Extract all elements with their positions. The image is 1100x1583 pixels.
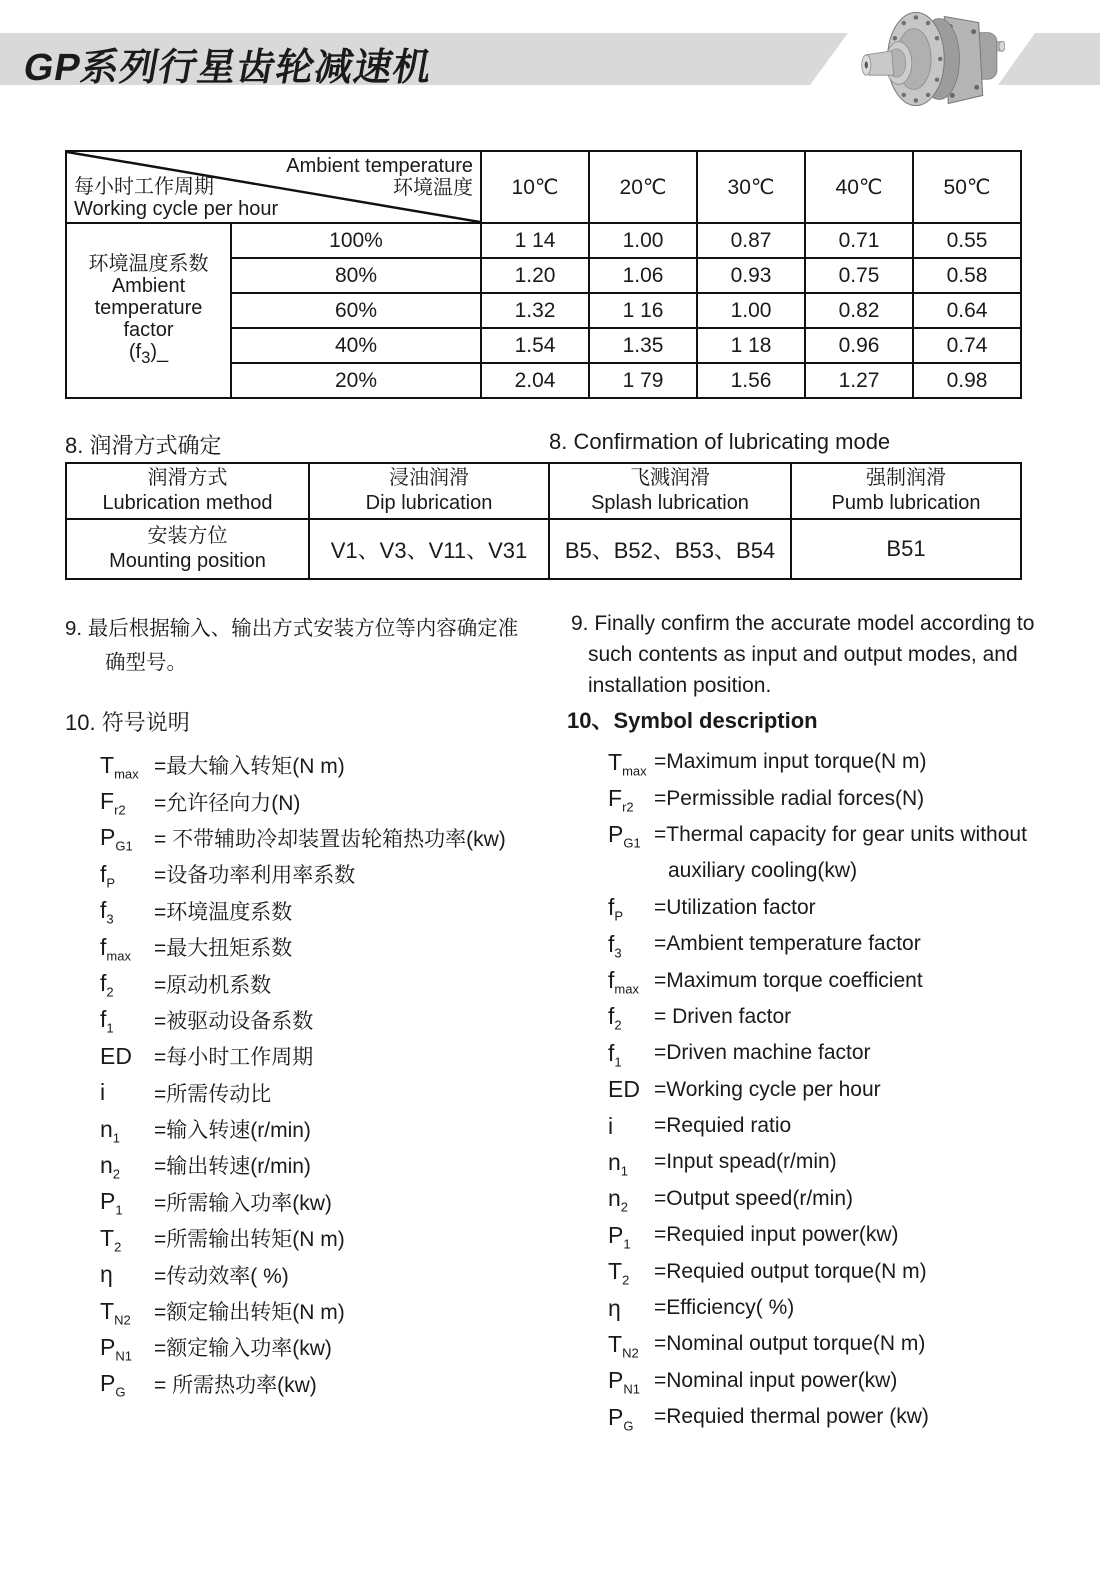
table-corner-cell bbox=[67, 152, 482, 224]
symbol-description: =设备功率利用率系数 bbox=[154, 864, 356, 888]
symbol-description: =Input spead(r/min) bbox=[654, 1150, 837, 1174]
symbol-description: =额定输入功率(kw) bbox=[154, 1337, 332, 1361]
factor-value: 0.55 bbox=[914, 224, 1022, 259]
factor-value: 2.04 bbox=[482, 364, 590, 399]
symbol-description: =Permissible radial forces(N) bbox=[654, 786, 925, 810]
section10-heading-en: 10、Symbol description bbox=[567, 708, 818, 733]
symbol-description: =所需输出转矩(N m) bbox=[154, 1228, 345, 1252]
symbol-row bbox=[100, 820, 506, 856]
corner-label-en: Ambient temperature bbox=[286, 155, 473, 177]
symbol: $n_1$ bbox=[608, 1148, 629, 1179]
symbol-row bbox=[100, 1111, 506, 1147]
symbol-list-en bbox=[608, 744, 1027, 1435]
symbol-description: = 所需热功率(kw) bbox=[154, 1373, 317, 1397]
lubrication-table bbox=[65, 462, 1022, 580]
factor-value: 1.00 bbox=[698, 294, 806, 329]
working-cycle-percent: 100% bbox=[232, 224, 482, 259]
symbol: $P_1$ bbox=[608, 1221, 631, 1252]
symbol-row bbox=[100, 1184, 506, 1220]
factor-value: 0.87 bbox=[698, 224, 806, 259]
symbol-description: =输出转速(r/min) bbox=[154, 1155, 311, 1179]
row-label-en1: Ambient bbox=[111, 274, 186, 297]
factor-value: 0.96 bbox=[806, 329, 914, 364]
symbol: $n_1$ bbox=[100, 1115, 121, 1146]
temp-column-header: 50℃ bbox=[914, 152, 1022, 224]
symbol-description: =额定输出转矩(N m) bbox=[154, 1301, 345, 1325]
symbol: $T_{N2}$ bbox=[100, 1297, 131, 1328]
symbol: $f_{max}$ bbox=[608, 967, 639, 997]
symbol: $P_G$ bbox=[608, 1403, 634, 1434]
symbol-description: =Thermal capacity for gear units without bbox=[654, 822, 1027, 846]
symbol-description: =允许径向力(N) bbox=[154, 791, 301, 815]
working-cycle-percent: 40% bbox=[232, 329, 482, 364]
working-cycle-percent: 80% bbox=[232, 259, 482, 294]
symbol-row bbox=[100, 929, 506, 965]
symbol-description: =Maximum input torque(N m) bbox=[654, 750, 927, 774]
symbol-row bbox=[608, 780, 1027, 816]
symbol: $T_2$ bbox=[100, 1224, 122, 1255]
symbol: $P_{G1}$ bbox=[608, 821, 641, 852]
symbol: $T_2$ bbox=[608, 1258, 630, 1288]
symbol-row bbox=[100, 1256, 506, 1292]
symbol-description: =所需输入功率(kw) bbox=[154, 1191, 332, 1215]
symbol: $P_1$ bbox=[100, 1188, 123, 1218]
symbol: $n_2$ bbox=[608, 1185, 629, 1215]
planetary-gear-reducer-photo bbox=[843, 4, 1005, 118]
factor-value: 1.35 bbox=[590, 329, 698, 364]
symbol: ED bbox=[608, 1076, 640, 1103]
corner-label-cn2: 每小时工作周期 bbox=[74, 176, 214, 198]
lub-header-dip: 浸油润滑 Dip lubrication bbox=[310, 464, 550, 520]
factor-value: 1 14 bbox=[482, 224, 590, 259]
symbol-row bbox=[608, 1181, 1027, 1217]
lub-value-pump: B51 bbox=[792, 520, 1022, 580]
row-label-f3: $(f_3)\_$ bbox=[128, 340, 169, 367]
symbol-row bbox=[608, 1253, 1027, 1289]
symbol-row bbox=[608, 1144, 1027, 1180]
lub-value-dip: V1、V3、V11、V31 bbox=[310, 520, 550, 580]
section9-paragraph-en bbox=[571, 608, 1034, 701]
symbol-row bbox=[608, 890, 1027, 926]
symbol-row bbox=[100, 1366, 506, 1402]
symbol-row bbox=[100, 747, 506, 783]
symbol: $f_P$ bbox=[608, 894, 624, 924]
section9-cn-line2: 确型号。 bbox=[105, 651, 187, 674]
symbol-description: =最大输入转矩(N m) bbox=[154, 755, 345, 779]
symbol-description: auxiliary cooling(kw) bbox=[668, 859, 858, 883]
symbol-description: =Maximum torque coefficient bbox=[654, 968, 923, 992]
symbol-description: = Driven factor bbox=[654, 1004, 792, 1028]
row-group-label bbox=[67, 224, 232, 399]
row-label-en2: temperature bbox=[94, 296, 203, 319]
symbol-row bbox=[100, 856, 506, 892]
symbol-description: =最大扭矩系数 bbox=[154, 937, 293, 961]
symbol-row bbox=[100, 1329, 506, 1365]
lub-value-splash: B5、B52、B53、B54 bbox=[550, 520, 792, 580]
symbol-row bbox=[100, 1293, 506, 1329]
symbol-description: =Requied output torque(N m) bbox=[654, 1259, 927, 1283]
factor-value: 1.06 bbox=[590, 259, 698, 294]
symbol-row bbox=[608, 926, 1027, 962]
symbol: η bbox=[608, 1294, 621, 1321]
factor-value: 1 16 bbox=[590, 294, 698, 329]
symbol-row bbox=[100, 1002, 506, 1038]
corner-top-right bbox=[286, 155, 473, 199]
symbol-row bbox=[100, 1075, 506, 1111]
symbol-description: =每小时工作周期 bbox=[154, 1046, 314, 1070]
factor-value: 1.32 bbox=[482, 294, 590, 329]
symbol-row bbox=[100, 783, 506, 819]
symbol-description: =传动效率( %) bbox=[154, 1264, 289, 1288]
corner-label-en2: Working cycle per hour bbox=[74, 198, 279, 220]
row-label-en3: factor bbox=[123, 318, 174, 341]
symbol-row bbox=[608, 1072, 1027, 1108]
factor-value: 1.54 bbox=[482, 329, 590, 364]
section8-heading-en: 8. Confirmation of lubricating mode bbox=[549, 429, 891, 454]
symbol-row bbox=[608, 1399, 1027, 1435]
symbol-description: =Driven machine factor bbox=[654, 1041, 871, 1065]
symbol: i bbox=[100, 1079, 106, 1106]
symbol-description: =所需传动比 bbox=[154, 1082, 272, 1106]
symbol-row bbox=[608, 853, 1027, 889]
factor-value: 1 79 bbox=[590, 364, 698, 399]
lub-header-method: 润滑方式 Lubrication method bbox=[67, 464, 310, 520]
factor-value: 0.58 bbox=[914, 259, 1022, 294]
factor-value: 0.98 bbox=[914, 364, 1022, 399]
factor-value: 1.00 bbox=[590, 224, 698, 259]
symbol-row bbox=[608, 1326, 1027, 1362]
symbol: $F_{r2}$ bbox=[100, 788, 126, 818]
symbol: $P_{N1}$ bbox=[100, 1333, 132, 1364]
temp-column-header: 30℃ bbox=[698, 152, 806, 224]
factor-value: 0.93 bbox=[698, 259, 806, 294]
symbol: $T_{N2}$ bbox=[608, 1330, 639, 1361]
section9-en-line1: 9. Finally confirm the accurate model according to bbox=[571, 612, 1035, 635]
symbol: $f_P$ bbox=[100, 860, 116, 891]
factor-value: 0.64 bbox=[914, 294, 1022, 329]
symbol-row bbox=[608, 962, 1027, 998]
symbol-description: =Requied thermal power (kw) bbox=[654, 1405, 929, 1429]
ambient-temperature-factor-table bbox=[65, 150, 1022, 399]
section8-heading-cn: 8. 润滑方式确定 bbox=[65, 433, 222, 458]
symbol-description: =Nominal input power(kw) bbox=[654, 1368, 898, 1392]
corner-bottom-left bbox=[74, 176, 278, 220]
lub-header-splash: 飞溅润滑 Splash lubrication bbox=[550, 464, 792, 520]
temp-column-header: 10℃ bbox=[482, 152, 590, 224]
symbol: ED bbox=[100, 1042, 132, 1069]
symbol-row bbox=[100, 893, 506, 929]
symbol-description: =原动机系数 bbox=[154, 973, 272, 997]
section9-en-line2: such contents as input and output modes, and bbox=[588, 643, 1018, 666]
section9-cn-line1: 9. 最后根据输入、输出方式安装方位等内容确定准 bbox=[65, 617, 519, 640]
symbol: $T_{max}$ bbox=[100, 751, 139, 782]
temp-column-header: 20℃ bbox=[590, 152, 698, 224]
symbol: $f_{max}$ bbox=[100, 933, 131, 964]
factor-value: 1.27 bbox=[806, 364, 914, 399]
symbol-description: =Utilization factor bbox=[654, 895, 816, 919]
symbol: $P_G$ bbox=[100, 1370, 126, 1400]
symbol-row bbox=[100, 965, 506, 1001]
symbol: $f_3$ bbox=[100, 897, 114, 927]
symbol: $P_{N1}$ bbox=[608, 1367, 640, 1397]
symbol-description: =Output speed(r/min) bbox=[654, 1186, 854, 1210]
symbol-description: =环境温度系数 bbox=[154, 900, 293, 924]
symbol-description: =输入转速(r/min) bbox=[154, 1119, 311, 1143]
symbol-row bbox=[608, 744, 1027, 780]
symbol: i bbox=[608, 1112, 614, 1139]
factor-value: 0.82 bbox=[806, 294, 914, 329]
symbol-row bbox=[100, 1147, 506, 1183]
symbol-description: =Ambient temperature factor bbox=[654, 932, 921, 956]
symbol: $f_1$ bbox=[608, 1039, 622, 1070]
symbol-row bbox=[608, 1035, 1027, 1071]
factor-value: 0.71 bbox=[806, 224, 914, 259]
symbol: η bbox=[100, 1261, 113, 1288]
symbol-list-cn bbox=[100, 747, 506, 1402]
symbol-description: =被驱动设备系数 bbox=[154, 1009, 314, 1033]
symbol-row bbox=[100, 1220, 506, 1256]
symbol: $P_{G1}$ bbox=[100, 824, 133, 855]
working-cycle-percent: 60% bbox=[232, 294, 482, 329]
symbol: $F_{r2}$ bbox=[608, 785, 634, 815]
factor-value: 0.75 bbox=[806, 259, 914, 294]
symbol-description: =Working cycle per hour bbox=[654, 1077, 881, 1101]
factor-value: 0.74 bbox=[914, 329, 1022, 364]
symbol-description: =Requied input power(kw) bbox=[654, 1223, 899, 1247]
symbol: $f_2$ bbox=[608, 1003, 622, 1034]
lub-header-pump: 强制润滑 Pumb lubrication bbox=[792, 464, 1022, 520]
symbol-description: =Nominal output torque(N m) bbox=[654, 1332, 926, 1356]
factor-value: 1.20 bbox=[482, 259, 590, 294]
symbol-description: = 不带辅助冷却装置齿轮箱热功率(kw) bbox=[154, 827, 506, 851]
symbol: $f_3$ bbox=[608, 930, 622, 961]
page-title: GP系列行星齿轮减速机 bbox=[20, 47, 436, 89]
symbol-row bbox=[608, 1108, 1027, 1144]
factor-value: 1.56 bbox=[698, 364, 806, 399]
symbol-description: =Efficiency( %) bbox=[654, 1296, 795, 1320]
section9-paragraph-cn bbox=[65, 612, 518, 680]
symbol-row bbox=[608, 999, 1027, 1035]
symbol-row bbox=[608, 1217, 1027, 1253]
symbol-row bbox=[608, 817, 1027, 853]
temp-column-header: 40℃ bbox=[806, 152, 914, 224]
symbol-description: =Requied ratio bbox=[654, 1114, 792, 1138]
symbol: $n_2$ bbox=[100, 1151, 121, 1182]
corner-label-cn: 环境温度 bbox=[393, 177, 473, 199]
symbol: $f_2$ bbox=[100, 970, 114, 1000]
row-label-cn: 环境温度系数 bbox=[88, 252, 209, 275]
symbol-row bbox=[608, 1363, 1027, 1399]
header-banner-right bbox=[998, 33, 1100, 85]
symbol-row bbox=[100, 1038, 506, 1074]
section9-en-line3: installation position. bbox=[588, 674, 772, 697]
working-cycle-percent: 20% bbox=[232, 364, 482, 399]
lub-row-label: 安装方位 Mounting position bbox=[67, 520, 310, 580]
factor-value: 1 18 bbox=[698, 329, 806, 364]
symbol: $T_{max}$ bbox=[608, 748, 647, 779]
symbol: $f_1$ bbox=[100, 1006, 114, 1037]
symbol-row bbox=[608, 1290, 1027, 1326]
section10-heading-cn: 10. 符号说明 bbox=[65, 710, 190, 735]
